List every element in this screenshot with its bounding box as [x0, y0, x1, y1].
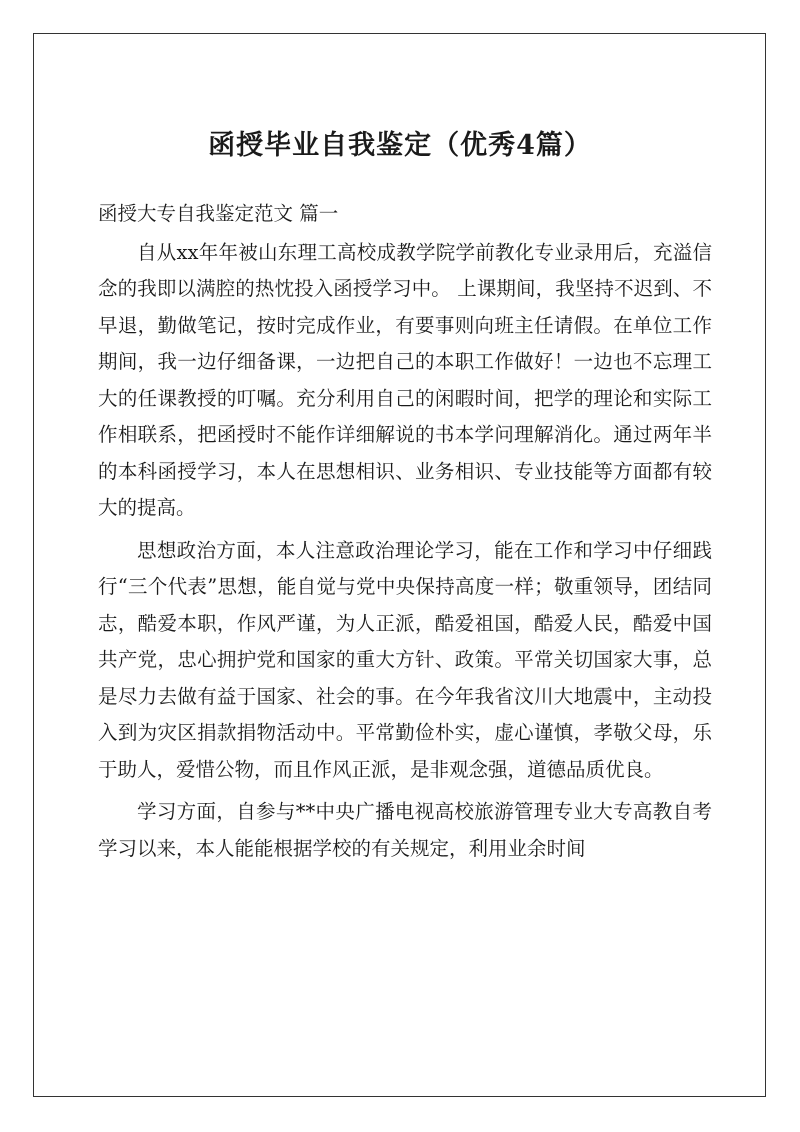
document-body — [98, 196, 712, 867]
document-title: 函授毕业自我鉴定（优秀4篇） — [208, 130, 592, 161]
paragraph-intro: 自从xx年年被山东理工高校成教学院学前教化专业录用后，充溢信念的我即以满腔的热忱投入函授学习中。 上课期间，我坚持不迟到、不早退，勤做笔记，按时完成作业，有要事则向班主任请假。在单位工作期间，我一边仔细备课，一边把自己的本职工作做好！一边也不忘理工大的任课教授的叮嘱。充分利用自己的闲暇时间，把学的理论和实际工作相联系，把函授时不能作详细解说的书本学问理解消化。通过两年半的本科函授学习，本人在思想相识、业务相识、专业技能等方面都有较大的提高。 — [98, 240, 712, 519]
section-heading: 函授大专自我鉴定范文 篇一 — [98, 202, 339, 225]
paragraph-politics: 思想政治方面，本人注意政治理论学习，能在工作和学习中仔细践行“三个代表”思想，能自觉与党中央保持高度一样；敬重领导，团结同志，酷爱本职，作风严谨，为人正派，酷爱祖国，酷爱人民，酷爱中国共产党，忠心拥护党和国家的重大方针、政策。平常关切国家大事，总是尽力去做有益于国家、社会的事。在今年我省汶川大地震中，主动投入到为灾区捐款捐物活动中。平常勤俭朴实，虚心谨慎，孝敬父母，乐于助人，爱惜公物，而且作风正派，是非观念强，道德品质优良。 — [98, 538, 712, 781]
paragraph-study: 学习方面，自参与**中央广播电视高校旅游管理专业大专高教自考学习以来，本人能能根据学校的有关规定，利用业余时间 — [98, 800, 712, 860]
